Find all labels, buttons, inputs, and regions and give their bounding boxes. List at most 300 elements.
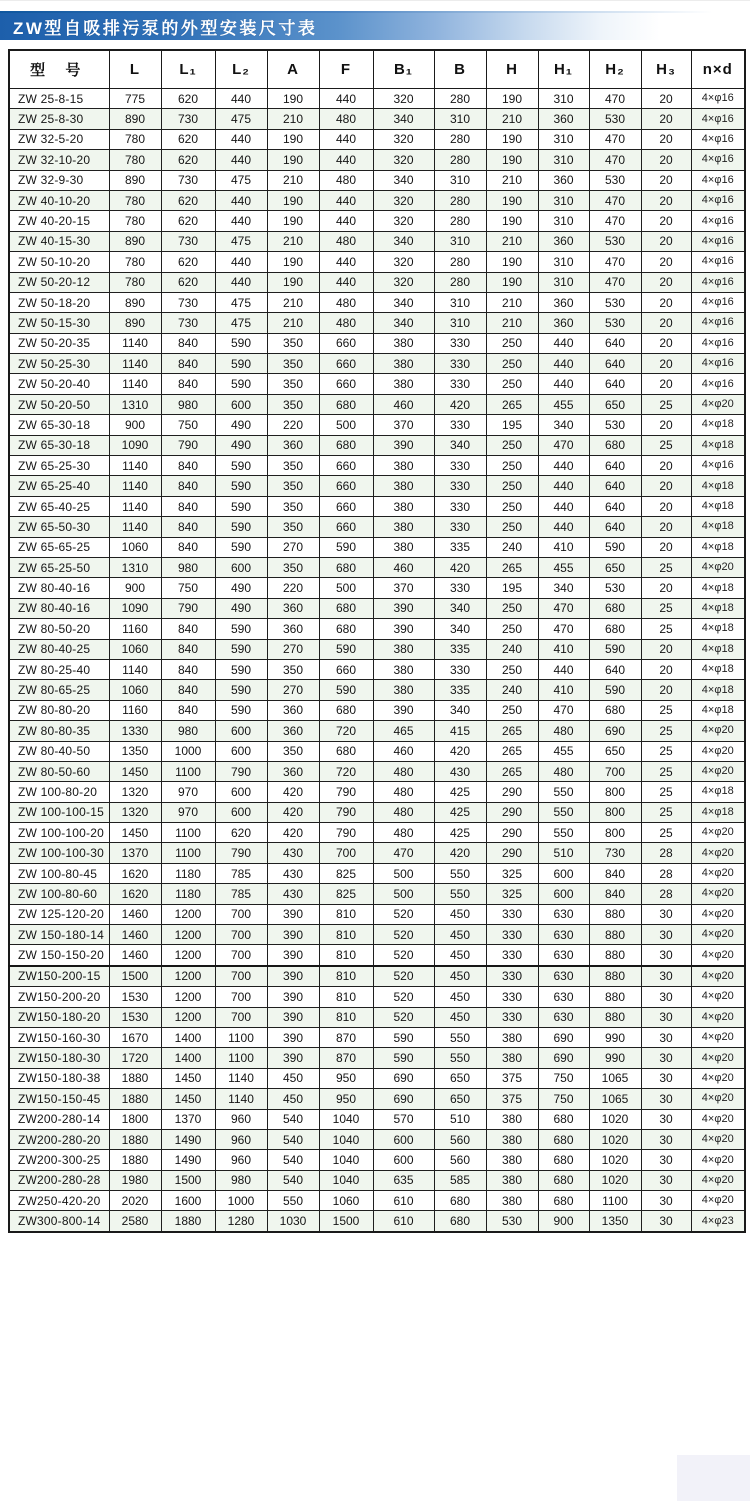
value-cell: 1310: [109, 394, 161, 414]
value-cell: 960: [215, 1109, 267, 1129]
table-row: [9, 987, 745, 1007]
table-row: [9, 761, 745, 781]
table-row: [9, 1129, 745, 1149]
value-cell: 25: [641, 782, 691, 802]
value-cell: 440: [215, 150, 267, 170]
model-cell: ZW 80-40-50: [9, 741, 109, 761]
value-cell: 540: [267, 1129, 319, 1149]
value-cell: 380: [486, 1048, 538, 1068]
value-cell: 490: [215, 578, 267, 598]
value-cell: 420: [434, 394, 486, 414]
value-cell: 20: [641, 354, 691, 374]
model-cell: ZW 80-40-16: [9, 598, 109, 618]
value-cell: 280: [434, 150, 486, 170]
value-cell: 790: [319, 823, 373, 843]
value-cell: 4×φ16: [691, 456, 745, 476]
table-row: [9, 476, 745, 496]
value-cell: 750: [538, 1068, 589, 1088]
value-cell: 430: [267, 863, 319, 883]
value-cell: 690: [538, 1027, 589, 1047]
value-cell: 390: [267, 904, 319, 924]
value-cell: 450: [267, 1089, 319, 1109]
table-row: [9, 843, 745, 863]
value-cell: 360: [267, 721, 319, 741]
table-row: [9, 680, 745, 700]
value-cell: 590: [319, 537, 373, 557]
value-cell: 4×φ20: [691, 945, 745, 966]
value-cell: 730: [161, 313, 215, 333]
value-cell: 490: [215, 598, 267, 618]
table-row: [9, 782, 745, 802]
table-row: [9, 1150, 745, 1170]
value-cell: 620: [161, 272, 215, 292]
value-cell: 1330: [109, 721, 161, 741]
value-cell: 590: [215, 333, 267, 353]
value-cell: 470: [589, 190, 641, 210]
value-cell: 335: [434, 639, 486, 659]
model-cell: ZW 65-25-30: [9, 456, 109, 476]
value-cell: 600: [215, 394, 267, 414]
value-cell: 530: [589, 578, 641, 598]
value-cell: 290: [486, 823, 538, 843]
value-cell: 390: [373, 619, 434, 639]
value-cell: 20: [641, 456, 691, 476]
value-cell: 310: [538, 272, 589, 292]
value-cell: 475: [215, 313, 267, 333]
model-cell: ZW 25-8-30: [9, 109, 109, 129]
value-cell: 630: [538, 945, 589, 966]
value-cell: 265: [486, 557, 538, 577]
value-cell: 1530: [109, 987, 161, 1007]
value-cell: 1040: [319, 1109, 373, 1129]
value-cell: 520: [373, 925, 434, 945]
table-row: [9, 435, 745, 455]
value-cell: 440: [319, 211, 373, 231]
value-cell: 4×φ20: [691, 1007, 745, 1027]
value-cell: 4×φ16: [691, 231, 745, 251]
table-row: [9, 1048, 745, 1068]
value-cell: 380: [373, 496, 434, 516]
value-cell: 810: [319, 1007, 373, 1027]
value-cell: 320: [373, 252, 434, 272]
value-cell: 1140: [109, 333, 161, 353]
value-cell: 950: [319, 1068, 373, 1088]
value-cell: 530: [589, 109, 641, 129]
value-cell: 470: [373, 843, 434, 863]
value-cell: 380: [373, 333, 434, 353]
value-cell: 1040: [319, 1150, 373, 1170]
value-cell: 690: [589, 721, 641, 741]
value-cell: 790: [161, 435, 215, 455]
value-cell: 350: [267, 476, 319, 496]
value-cell: 360: [538, 109, 589, 129]
table-row: [9, 109, 745, 129]
value-cell: 900: [109, 415, 161, 435]
value-cell: 840: [161, 639, 215, 659]
value-cell: 460: [373, 557, 434, 577]
value-cell: 980: [215, 1170, 267, 1190]
model-cell: ZW 32-5-20: [9, 129, 109, 149]
value-cell: 20: [641, 252, 691, 272]
value-cell: 210: [486, 313, 538, 333]
value-cell: 410: [538, 537, 589, 557]
value-cell: 190: [486, 272, 538, 292]
value-cell: 4×φ20: [691, 843, 745, 863]
model-cell: ZW200-280-14: [9, 1109, 109, 1129]
value-cell: 25: [641, 802, 691, 822]
table-header-row: [9, 50, 745, 89]
value-cell: 620: [161, 211, 215, 231]
value-cell: 4×φ20: [691, 1150, 745, 1170]
value-cell: 270: [267, 537, 319, 557]
value-cell: 280: [434, 129, 486, 149]
value-cell: 590: [215, 374, 267, 394]
value-cell: 475: [215, 292, 267, 312]
value-cell: 880: [589, 1007, 641, 1027]
value-cell: 600: [215, 557, 267, 577]
value-cell: 330: [434, 415, 486, 435]
value-cell: 4×φ18: [691, 802, 745, 822]
value-cell: 680: [319, 557, 373, 577]
value-cell: 25: [641, 741, 691, 761]
column-header-5: F: [319, 50, 373, 89]
value-cell: 510: [434, 1109, 486, 1129]
value-cell: 4×φ16: [691, 170, 745, 190]
table-row: [9, 863, 745, 883]
value-cell: 540: [267, 1109, 319, 1129]
value-cell: 640: [589, 476, 641, 496]
value-cell: 980: [161, 394, 215, 414]
value-cell: 425: [434, 782, 486, 802]
value-cell: 480: [373, 782, 434, 802]
value-cell: 4×φ16: [691, 354, 745, 374]
value-cell: 550: [434, 884, 486, 904]
value-cell: 30: [641, 1007, 691, 1027]
value-cell: 590: [589, 639, 641, 659]
value-cell: 25: [641, 557, 691, 577]
value-cell: 390: [373, 598, 434, 618]
value-cell: 330: [486, 925, 538, 945]
value-cell: 30: [641, 1170, 691, 1190]
value-cell: 1000: [161, 741, 215, 761]
value-cell: 520: [373, 966, 434, 987]
value-cell: 840: [161, 517, 215, 537]
model-cell: ZW 40-10-20: [9, 190, 109, 210]
value-cell: 390: [267, 1048, 319, 1068]
column-header-2: L₁: [161, 50, 215, 89]
model-cell: ZW 50-20-35: [9, 333, 109, 353]
value-cell: 340: [373, 292, 434, 312]
value-cell: 390: [267, 987, 319, 1007]
value-cell: 480: [319, 109, 373, 129]
value-cell: 700: [215, 925, 267, 945]
value-cell: 680: [538, 1109, 589, 1129]
value-cell: 4×φ20: [691, 557, 745, 577]
value-cell: 330: [486, 966, 538, 987]
value-cell: 530: [486, 1211, 538, 1232]
model-cell: ZW 80-65-25: [9, 680, 109, 700]
value-cell: 460: [373, 394, 434, 414]
value-cell: 330: [486, 945, 538, 966]
table-row: [9, 578, 745, 598]
value-cell: 4×φ20: [691, 1027, 745, 1047]
value-cell: 610: [373, 1191, 434, 1211]
value-cell: 25: [641, 435, 691, 455]
value-cell: 590: [589, 537, 641, 557]
value-cell: 250: [486, 435, 538, 455]
value-cell: 600: [215, 782, 267, 802]
value-cell: 680: [434, 1191, 486, 1211]
value-cell: 190: [267, 89, 319, 109]
value-cell: 430: [434, 761, 486, 781]
value-cell: 4×φ16: [691, 292, 745, 312]
model-cell: ZW 125-120-20: [9, 904, 109, 924]
value-cell: 420: [267, 782, 319, 802]
value-cell: 960: [215, 1129, 267, 1149]
value-cell: 4×φ16: [691, 211, 745, 231]
value-cell: 900: [109, 578, 161, 598]
value-cell: 840: [161, 333, 215, 353]
value-cell: 4×φ20: [691, 1109, 745, 1129]
value-cell: 520: [373, 904, 434, 924]
value-cell: 600: [538, 863, 589, 883]
value-cell: 20: [641, 496, 691, 516]
value-cell: 1000: [215, 1191, 267, 1211]
value-cell: 380: [373, 456, 434, 476]
table-row: [9, 639, 745, 659]
value-cell: 4×φ16: [691, 272, 745, 292]
value-cell: 190: [486, 252, 538, 272]
model-cell: ZW200-300-25: [9, 1150, 109, 1170]
value-cell: 420: [267, 823, 319, 843]
value-cell: 210: [486, 170, 538, 190]
table-row: [9, 619, 745, 639]
value-cell: 320: [373, 89, 434, 109]
value-cell: 360: [538, 170, 589, 190]
model-cell: ZW 50-20-40: [9, 374, 109, 394]
value-cell: 510: [538, 843, 589, 863]
value-cell: 20: [641, 170, 691, 190]
value-cell: 20: [641, 109, 691, 129]
value-cell: 290: [486, 802, 538, 822]
value-cell: 340: [373, 109, 434, 129]
value-cell: 4×φ20: [691, 1129, 745, 1149]
value-cell: 700: [215, 945, 267, 966]
value-cell: 810: [319, 904, 373, 924]
value-cell: 330: [434, 456, 486, 476]
value-cell: 1400: [161, 1027, 215, 1047]
value-cell: 190: [267, 211, 319, 231]
value-cell: 1160: [109, 700, 161, 720]
value-cell: 620: [161, 150, 215, 170]
value-cell: 360: [267, 619, 319, 639]
model-cell: ZW 80-80-20: [9, 700, 109, 720]
value-cell: 330: [434, 659, 486, 679]
value-cell: 660: [319, 496, 373, 516]
column-header-1: L: [109, 50, 161, 89]
value-cell: 380: [486, 1191, 538, 1211]
value-cell: 840: [161, 537, 215, 557]
value-cell: 1180: [161, 884, 215, 904]
value-cell: 890: [109, 231, 161, 251]
value-cell: 4×φ18: [691, 578, 745, 598]
value-cell: 4×φ18: [691, 598, 745, 618]
value-cell: 350: [267, 456, 319, 476]
value-cell: 4×φ20: [691, 1089, 745, 1109]
value-cell: 360: [267, 700, 319, 720]
value-cell: 210: [267, 313, 319, 333]
value-cell: 455: [538, 741, 589, 761]
value-cell: 775: [109, 89, 161, 109]
value-cell: 590: [215, 476, 267, 496]
value-cell: 4×φ20: [691, 884, 745, 904]
value-cell: 340: [373, 313, 434, 333]
value-cell: 630: [538, 966, 589, 987]
value-cell: 30: [641, 904, 691, 924]
value-cell: 250: [486, 476, 538, 496]
value-cell: 330: [434, 476, 486, 496]
value-cell: 880: [589, 966, 641, 987]
value-cell: 190: [267, 190, 319, 210]
value-cell: 530: [589, 313, 641, 333]
value-cell: 430: [267, 884, 319, 904]
value-cell: 660: [319, 354, 373, 374]
table-row: [9, 170, 745, 190]
value-cell: 265: [486, 394, 538, 414]
value-cell: 720: [319, 761, 373, 781]
value-cell: 325: [486, 884, 538, 904]
value-cell: 4×φ20: [691, 741, 745, 761]
model-cell: ZW150-180-38: [9, 1068, 109, 1088]
value-cell: 280: [434, 272, 486, 292]
value-cell: 4×φ20: [691, 823, 745, 843]
value-cell: 4×φ16: [691, 129, 745, 149]
value-cell: 1450: [161, 1089, 215, 1109]
value-cell: 30: [641, 925, 691, 945]
model-cell: ZW 50-25-30: [9, 354, 109, 374]
value-cell: 1200: [161, 925, 215, 945]
value-cell: 310: [434, 313, 486, 333]
value-cell: 30: [641, 1027, 691, 1047]
value-cell: 600: [215, 741, 267, 761]
value-cell: 325: [486, 863, 538, 883]
value-cell: 340: [538, 578, 589, 598]
value-cell: 1020: [589, 1129, 641, 1149]
value-cell: 4×φ18: [691, 496, 745, 516]
value-cell: 800: [589, 802, 641, 822]
value-cell: 4×φ16: [691, 89, 745, 109]
value-cell: 840: [161, 354, 215, 374]
model-cell: ZW 80-50-20: [9, 619, 109, 639]
value-cell: 1460: [109, 904, 161, 924]
value-cell: 440: [538, 374, 589, 394]
value-cell: 1530: [109, 1007, 161, 1027]
value-cell: 470: [538, 598, 589, 618]
model-cell: ZW 25-8-15: [9, 89, 109, 109]
value-cell: 475: [215, 170, 267, 190]
value-cell: 1020: [589, 1150, 641, 1170]
value-cell: 310: [434, 292, 486, 312]
column-header-9: H₁: [538, 50, 589, 89]
model-cell: ZW 65-40-25: [9, 496, 109, 516]
value-cell: 810: [319, 987, 373, 1007]
value-cell: 4×φ20: [691, 721, 745, 741]
value-cell: 590: [215, 456, 267, 476]
value-cell: 340: [434, 598, 486, 618]
value-cell: 550: [267, 1191, 319, 1211]
value-cell: 1030: [267, 1211, 319, 1232]
value-cell: 1020: [589, 1109, 641, 1129]
value-cell: 20: [641, 231, 691, 251]
table-row: [9, 1027, 745, 1047]
value-cell: 1100: [215, 1027, 267, 1047]
value-cell: 560: [434, 1150, 486, 1170]
value-cell: 25: [641, 394, 691, 414]
table-row: [9, 292, 745, 312]
value-cell: 540: [267, 1170, 319, 1190]
value-cell: 195: [486, 415, 538, 435]
model-cell: ZW 50-20-12: [9, 272, 109, 292]
value-cell: 25: [641, 761, 691, 781]
value-cell: 420: [434, 843, 486, 863]
model-cell: ZW 40-20-15: [9, 211, 109, 231]
table-row: [9, 394, 745, 414]
table-row: [9, 557, 745, 577]
value-cell: 480: [319, 313, 373, 333]
value-cell: 520: [373, 987, 434, 1007]
value-cell: 380: [373, 680, 434, 700]
value-cell: 1800: [109, 1109, 161, 1129]
value-cell: 1450: [161, 1068, 215, 1088]
model-cell: ZW 80-50-60: [9, 761, 109, 781]
value-cell: 290: [486, 782, 538, 802]
value-cell: 790: [319, 802, 373, 822]
value-cell: 450: [434, 925, 486, 945]
value-cell: 360: [267, 598, 319, 618]
table-row: [9, 537, 745, 557]
value-cell: 390: [373, 435, 434, 455]
value-cell: 890: [109, 313, 161, 333]
value-cell: 470: [538, 619, 589, 639]
value-cell: 1460: [109, 945, 161, 966]
value-cell: 450: [434, 904, 486, 924]
value-cell: 250: [486, 659, 538, 679]
value-cell: 280: [434, 190, 486, 210]
value-cell: 1460: [109, 925, 161, 945]
model-cell: ZW 50-20-50: [9, 394, 109, 414]
value-cell: 330: [434, 496, 486, 516]
value-cell: 430: [267, 843, 319, 863]
value-cell: 1200: [161, 904, 215, 924]
value-cell: 785: [215, 884, 267, 904]
value-cell: 680: [319, 598, 373, 618]
value-cell: 600: [215, 721, 267, 741]
value-cell: 320: [373, 211, 434, 231]
value-cell: 1140: [109, 517, 161, 537]
value-cell: 4×φ20: [691, 966, 745, 987]
value-cell: 420: [267, 802, 319, 822]
value-cell: 450: [434, 987, 486, 1007]
value-cell: 380: [486, 1027, 538, 1047]
value-cell: 590: [319, 680, 373, 700]
value-cell: 700: [319, 843, 373, 863]
value-cell: 190: [267, 129, 319, 149]
value-cell: 450: [434, 966, 486, 987]
value-cell: 30: [641, 1109, 691, 1129]
value-cell: 25: [641, 823, 691, 843]
value-cell: 195: [486, 578, 538, 598]
value-cell: 780: [109, 190, 161, 210]
